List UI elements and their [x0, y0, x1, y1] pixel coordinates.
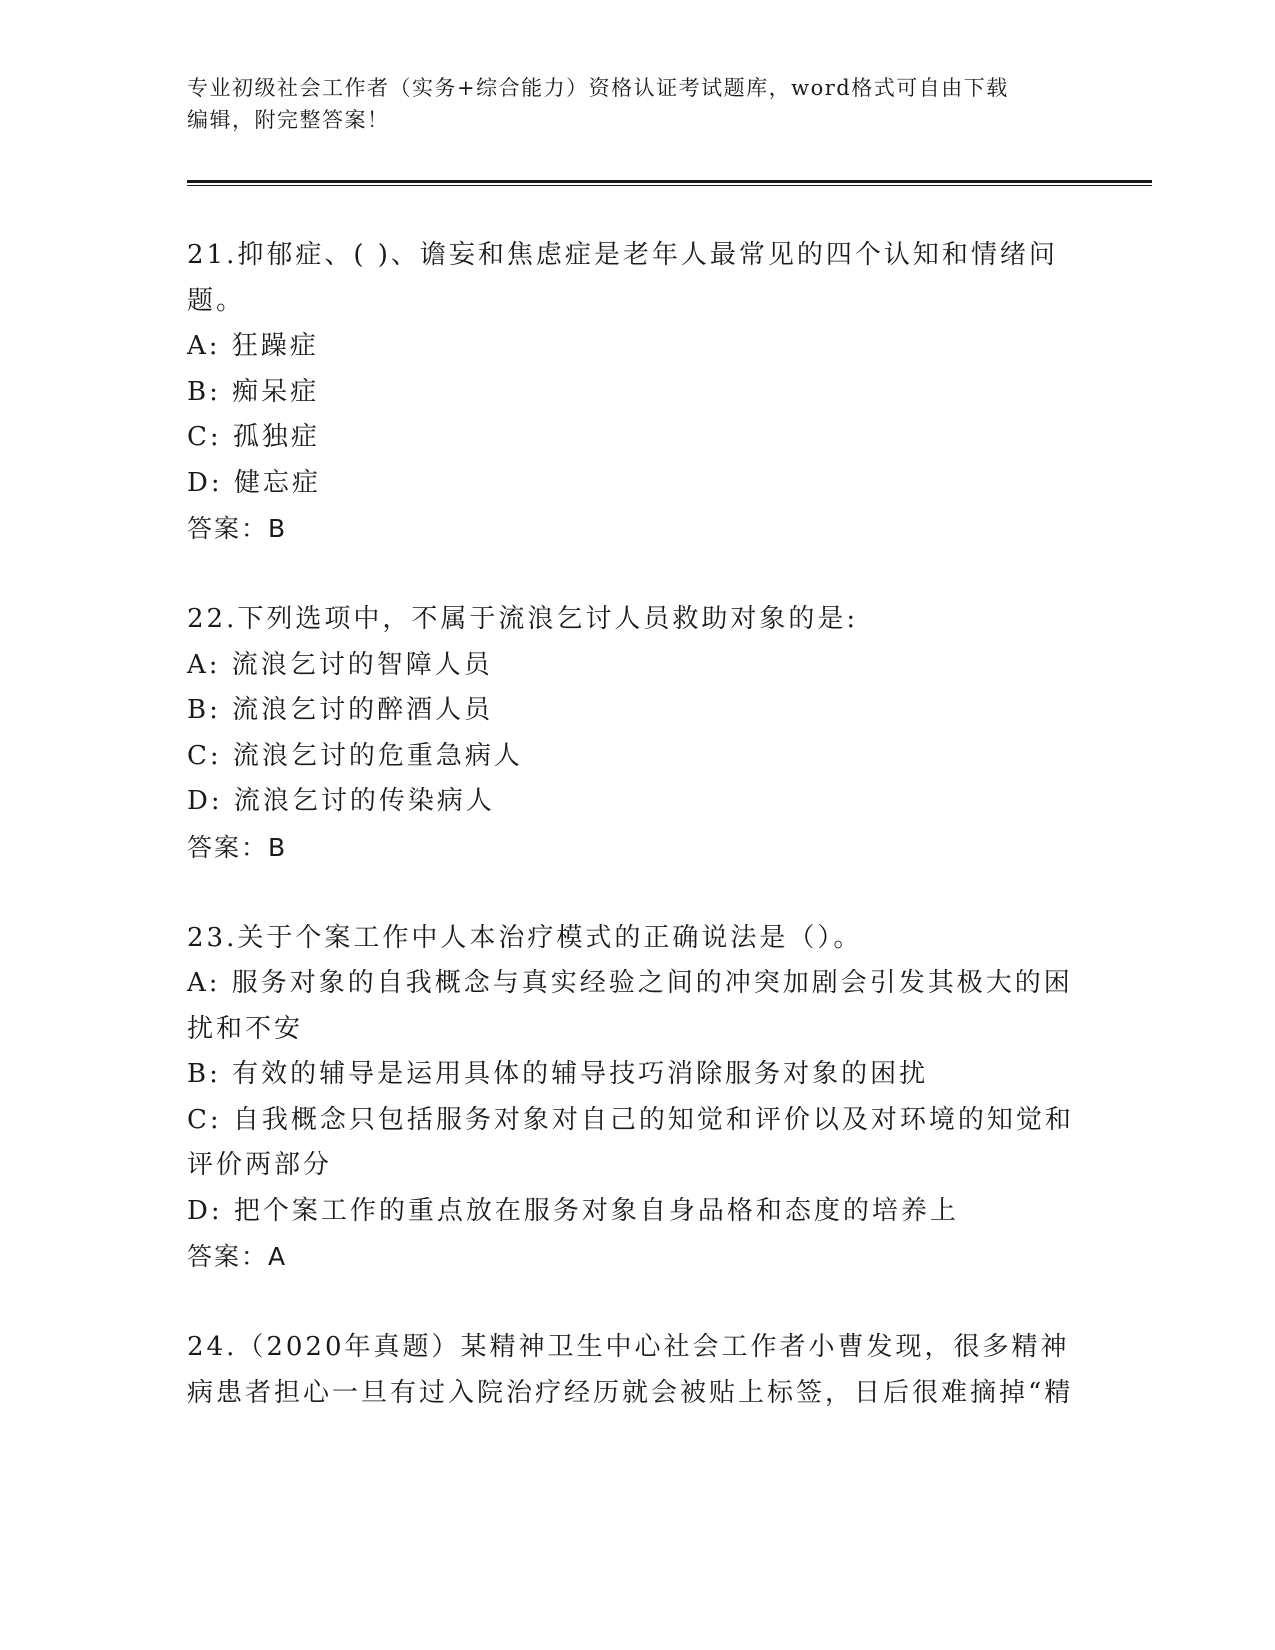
question-spacer: [187, 870, 1087, 916]
option-a: A: 流浪乞讨的智障人员: [187, 649, 493, 680]
option-c: C: 流浪乞讨的危重急病人: [187, 740, 523, 771]
question-24: [187, 1325, 1087, 1416]
question-22: [187, 597, 1087, 870]
option-d: D: 健忘症: [187, 467, 321, 498]
answer: 答案：B: [187, 514, 288, 543]
question-21: [187, 233, 1087, 552]
option-c: C: 自我概念只包括服务对象对自己的知觉和评价以及对环境的知觉和评价两部分: [187, 1104, 1074, 1180]
question-spacer: [187, 552, 1087, 598]
document-header: [187, 72, 1077, 136]
question-spacer: [187, 1280, 1087, 1326]
question-stem: 23.关于个案工作中人本治疗模式的正确说法是（）。: [187, 922, 863, 953]
answer: 答案：B: [187, 832, 288, 862]
option-a: A: 狂躁症: [187, 331, 319, 361]
option-a: A: 服务对象的自我概念与真实经验之间的冲突加剧会引发其极大的困扰和不安: [187, 968, 1073, 1044]
answer: 答案：A: [187, 1242, 288, 1271]
option-b: B: 痴呆症: [187, 376, 320, 407]
option-b: B: 有效的辅导是运用具体的辅导技巧消除服务对象的困扰: [187, 1059, 929, 1089]
option-b: B: 流浪乞讨的醉酒人员: [187, 695, 494, 725]
question-23: [187, 916, 1087, 1280]
question-stem: 21.抑郁症、( )、谵妄和焦虑症是老年人最常见的四个认知和情绪问题。: [187, 240, 1058, 316]
header-divider-thin: [187, 185, 1152, 186]
header-line-1: 专业初级社会工作者（实务+综合能力）资格认证考试题库，word格式可自由下载: [187, 76, 1009, 100]
option-c: C: 孤独症: [187, 422, 320, 452]
option-d: D: 把个案工作的重点放在服务对象自身品格和态度的培养上: [187, 1195, 959, 1226]
header-line-2: 编辑，附完整答案！: [187, 108, 390, 132]
question-list: [187, 233, 1087, 1416]
option-d: D: 流浪乞讨的传染病人: [187, 786, 495, 816]
question-stem: 22.下列选项中，不属于流浪乞讨人员救助对象的是:: [187, 604, 859, 634]
question-stem: 24.（2020年真题）某精神卫生中心社会工作者小曹发现，很多精神病患者担心一旦有过入院治疗经历就会被贴上标签，日后很难摘掉“精: [187, 1332, 1074, 1408]
header-divider: [187, 180, 1152, 183]
